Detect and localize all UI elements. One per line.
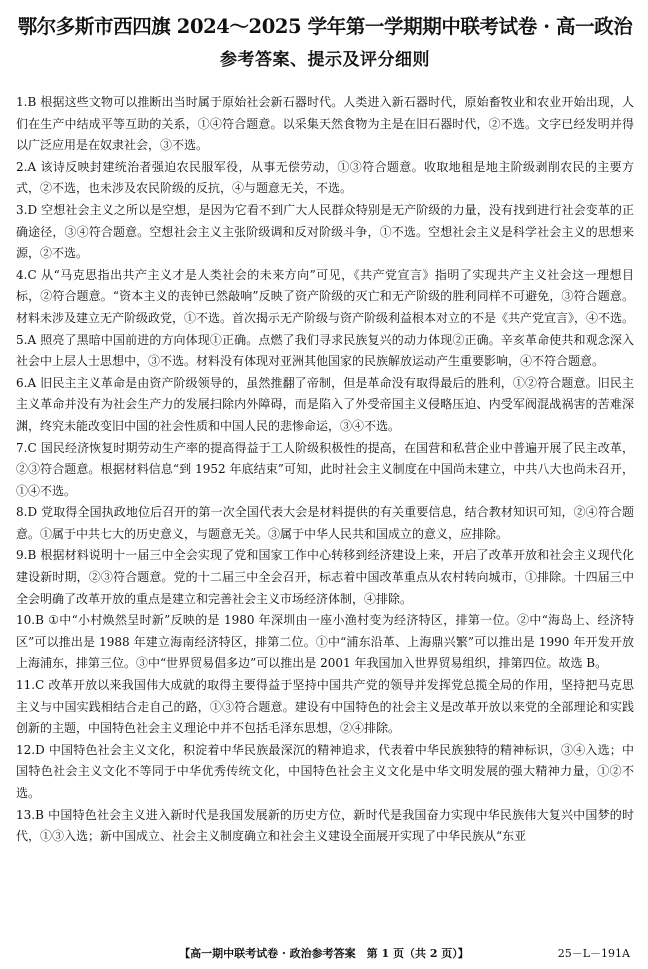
answer-number: 13.B [16,807,44,822]
footer-code: 25－L－191A [557,947,630,960]
answer-item [16,610,634,675]
answer-number: 8.D [16,505,38,520]
answer-text: 根据这些文物可以推断出当时属于原始社会新石器时代。人类进入新石器时代，原始畜牧业和农业开始出现，人们在生产中结成平等互助的关系，①④符合题意。以采集天然食物为主是在旧石器时代，②不选。文字已经发明并得以广泛应用是在奴隶社会，③不选。 [16,95,634,153]
answer-item [16,740,634,805]
answer-text: 改革开放以来我国伟大成就的取得主要得益于坚持中国共产党的领导并发挥党总揽全局的作用，坚持把马克思主义与中国实践相结合走自己的路，①③符合题意。建设有中国特色的社会主义是改革开放以来党的全部理论和实践创新的主题，中国特色社会主义理论中并不包括毛泽东思想，②④排除。 [16,678,634,736]
answer-number: 6.A [16,375,37,390]
answer-text: 国民经济恢复时期劳动生产率的提高得益于工人阶级积极性的提高，在国营和私营企业中普遍开展了民主改革，②③符合题意。根据材料信息“到 1952 年底结束”可知，此时社会主义制度在中国尚未建立，中共八大也尚未召开，①④不选。 [16,440,634,498]
answer-text: 中国特色社会主义文化，积淀着中华民族最深沉的精神追求，代表着中华民族独特的精神标识，③④入选；中国特色社会主义文化不等同于中华优秀传统文化，中国特色社会主义文化是中华文明发展的强大精神力量，①②不选。 [16,742,634,800]
answer-number: 5.A [16,332,37,347]
answer-item [16,545,634,610]
answer-item [16,502,634,545]
page-subtitle: 参考答案、提示及评分细则 [220,50,430,70]
answer-number: 4.C [16,267,37,282]
answer-item [16,200,634,265]
answer-text: 中国特色社会主义进入新时代是我国发展新的历史方位，新时代是我国奋力实现中华民族伟大复兴中国梦的时代，①③入选；新中国成立、社会主义制度确立和社会主义建设全面展开实现了中华民族从“东亚 [16,807,634,844]
answer-text: 旧民主主义革命是由资产阶级领导的，虽然推翻了帝制，但是革命没有取得最后的胜利，①②符合题意。旧民主主义革命并没有为社会生产力的发展扫除内外障碍，而是陷入了外受帝国主义侵略压迫、内受军阀混战祸害的苦难深渊，终究未能改变旧中国的社会性质和中国人民的悲惨命运，③④不选。 [16,375,634,433]
answer-number: 9.B [16,548,37,563]
footer-page-info: 【高一期中联考试卷 · 政治参考答案 第 1 页（共 2 页）】 [179,947,469,960]
answer-text: ①中“小村焕然呈时新”反映的是 1980 年深圳由一座小渔村变为经济特区，排第一位。②中“海岛上、经济特区”可以推出是 1988 年建立海南经济特区，排第二位。①中“浦东沿革、上海鼎兴繁”可以推出是 1990 年开发开放上海浦东，排第三位。③中“世界贸易倡多边”可以推出是 2001 年我国加入世界贸易组织，排第四位。故选 B。 [16,613,634,671]
page-footer [0,945,648,961]
answer-number: 2.A [16,159,37,174]
answer-item [16,157,634,200]
answer-number: 3.D [16,202,38,217]
answer-item [16,373,634,438]
answer-text: 照亮了黑暗中国前进的方向体现①正确。点燃了我们寻求民族复兴的动力体现②正确。辛亥革命使共和观念深入社会中上层人士思想中，③不选。材料没有体现对亚洲其他国家的民族解放运动产生重要影响，④不符合题意。 [16,332,634,369]
answer-item [16,805,634,848]
answer-item [16,92,634,157]
answer-item [16,265,634,330]
answer-text: 从“马克思指出共产主义才是人类社会的未来方向”可见，《共产党宣言》指明了实现共产主义社会这一理想目标，②符合题意。“资本主义的丧钟已然敲响”反映了资产阶级的灭亡和无产阶级的胜利同样不可避免，③符合题意。材料未涉及建立无产阶级政党，①不选。首次揭示无产阶级与资产阶级利益根本对立的不是《共产党宣言》，④不选。 [16,267,635,325]
answer-item [16,438,634,503]
page-title: 鄂尔多斯市西四旗 2024～2025 学年第一学期期中联考试卷 · 高一政治 [17,15,633,38]
answer-number: 1.B [16,95,37,109]
answer-number: 12.D [16,742,45,757]
answer-text: 党取得全国执政地位后召开的第一次全国代表大会是材料提供的有关重要信息，结合教材知识可知，②④符合题意。①属于中共七大的历史意义，与题意无关。③属于中华人民共和国成立的意义，应排除。 [16,505,634,541]
answer-item [16,675,634,740]
answer-list [16,92,634,848]
answer-text: 根据材料说明十一届三中全会实现了党和国家工作中心转移到经济建设上来，开启了改革开放和社会主义现代化建设新时期，②③符合题意。党的十二届三中全会召开，标志着中国改革重点从农村转向城市，①排除。十四届三中全会明确了改革开放的重点是建立和完善社会主义市场经济体制，④排除。 [16,548,634,606]
answer-number: 7.C [16,440,37,455]
answer-text: 该诗反映封建统治者强迫农民服军役，从事无偿劳动，①③符合题意。收取地租是地主阶级剥削农民的主要方式，②不选，也未涉及农民阶级的反抗，④与题意无关，不选。 [16,159,634,196]
answer-text: 空想社会主义之所以是空想，是因为它看不到广大人民群众特别是无产阶级的力量，没有找到进行社会变革的正确途径，③④符合题意。空想社会主义主张阶级调和反对阶级斗争，①不选。空想社会主义是科学社会主义的思想来源，②不选。 [16,202,634,261]
answer-number: 11.C [16,678,45,693]
answer-item [16,330,634,373]
answer-number: 10.B [16,613,44,628]
